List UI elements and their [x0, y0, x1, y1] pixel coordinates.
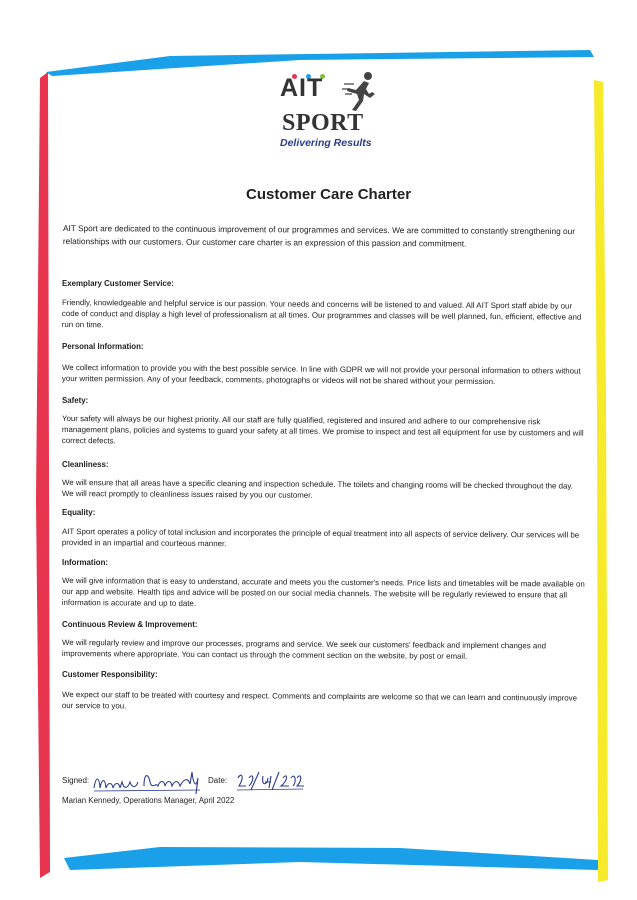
section-body: We collect information to provide you with the best possible service. In line with GDPR we will not provide your personal information to others without your written permission. Any of your feedback, comments, photographs or videos will not be shared without your permission.	[61, 362, 581, 387]
section-heading: Personal Information:	[62, 342, 144, 351]
section-heading: Cleanliness:	[62, 460, 109, 469]
section-body: Friendly, knowledgeable and helpful service is our passion. Your needs and concerns will be listened to and valued. All AIT Sport staff abide by our code of conduct and display a high level of professionalism at all times. Our programmes and classes will be well planned, fun, efficient, effective and run on time.	[61, 297, 582, 330]
signed-label: Signed:	[62, 776, 90, 785]
bottom-blue-band	[64, 847, 598, 870]
section-heading: Exemplary Customer Service:	[62, 279, 174, 288]
section-body: Your safety will always be our highest priority. All our staff are fully qualified, registered and insured and adhere to our comprehensive risk management plans, policies and systems to guard your safety at all times. We promise to inspect and test all equipment for use by customers and will correct defects.	[61, 413, 584, 446]
ait-sport-logo	[274, 66, 384, 156]
section-heading: Safety:	[62, 396, 89, 405]
logo-line-sport: SPORT	[282, 110, 364, 136]
document-title: Customer Care Charter	[246, 186, 412, 203]
section-body: We will ensure that all areas have a specific cleaning and inspection schedule. The toilets and changing rooms will be checked throughout the day. We will react promptly to cleanliness issues raised by you our customer.	[61, 477, 573, 500]
section-heading: Customer Responsibility:	[62, 670, 158, 679]
handwritten-signature	[92, 768, 204, 796]
signatory-line: Marian Kennedy, Operations Manager, April 2022	[62, 796, 235, 805]
section-body: We expect our staff to be treated with courtesy and respect. Comments and complaints are welcome so that we can learn and continuously improve our service to you.	[61, 690, 578, 711]
section-heading: Continuous Review & Improvement:	[62, 620, 198, 629]
left-red-band	[36, 72, 50, 878]
section-heading: Equality:	[62, 508, 96, 517]
section-heading: Information:	[62, 558, 109, 567]
logo-tagline: Delivering Results	[280, 137, 372, 149]
right-yellow-band	[594, 80, 608, 882]
date-label: Date:	[208, 776, 228, 785]
section-body: AIT Sport operates a policy of total inclusion and incorporates the principle of equal treatment into all aspects of service delivery. Our services will be provided in an impartial and courteous manner.	[61, 527, 580, 549]
section-body: We will give information that is easy to understand, accurate and meets you the customer's needs. Price lists and timetables will be made available on our app and website. Health tips and advice will be posted on our social media channels. The website will be regularly reviewed to ensure that all information is accurate and up to date.	[61, 576, 585, 609]
signature-row	[62, 768, 382, 796]
runner-icon	[342, 70, 378, 112]
intro-paragraph: AIT Sport are dedicated to the continuous improvement of our programmes and services. We are committed to constantly strengthening our relationships with our customers. Our customer care charter is an expression of this passion and commitment.	[62, 222, 576, 248]
logo-line-ait: AIT	[280, 74, 324, 102]
section-body: We will regularly review and improve our processes, programs and service. We seek our customers' feedback and implement changes and improvements where appropriate. You can contact us through the comment section on the website, by post or email.	[61, 638, 547, 662]
handwritten-date	[235, 770, 305, 794]
